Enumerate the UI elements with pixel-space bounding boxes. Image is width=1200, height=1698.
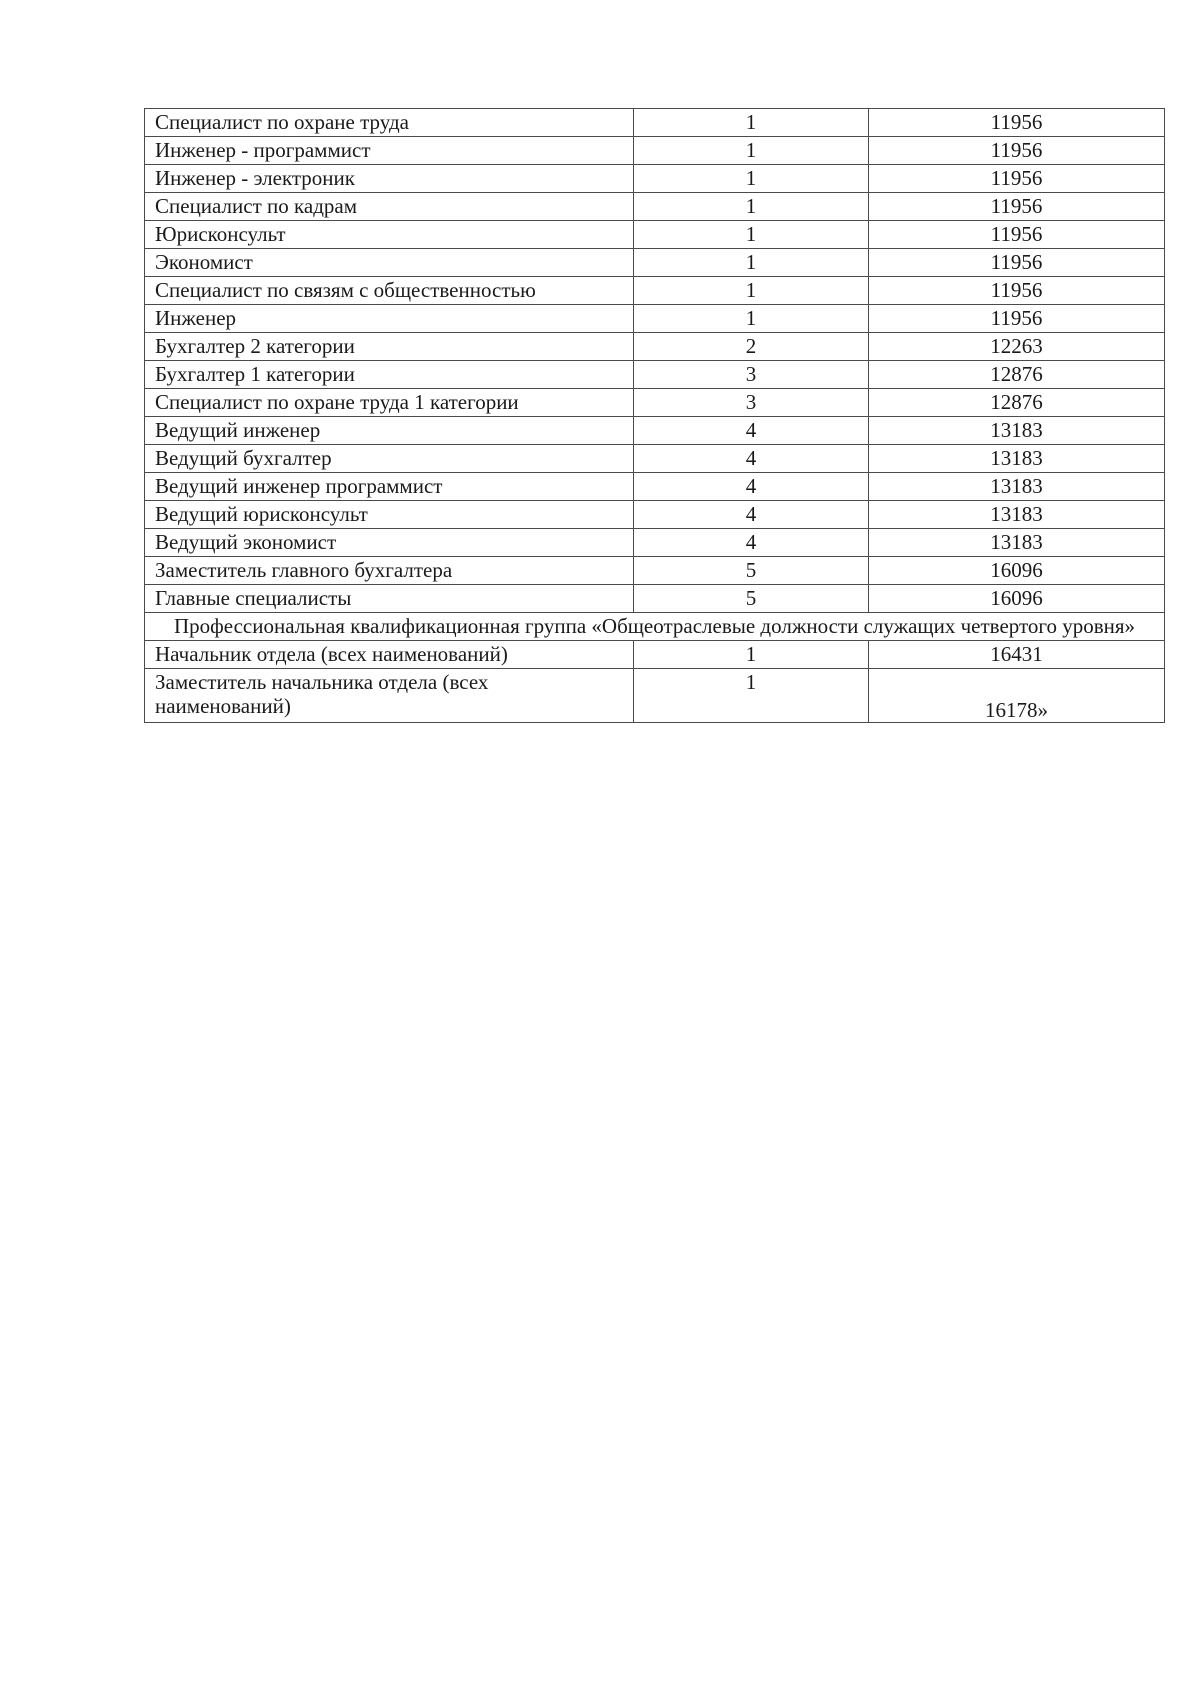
qualification-level-cell: 1 <box>634 137 869 165</box>
salary-cell: 11956 <box>869 277 1165 305</box>
qualification-level-cell: 3 <box>634 361 869 389</box>
position-name-cell: Специалист по охране труда <box>145 109 634 137</box>
qualification-level-cell: 4 <box>634 501 869 529</box>
salary-cell: 13183 <box>869 417 1165 445</box>
salary-cell: 16431 <box>869 641 1165 669</box>
table-row <box>145 641 1165 669</box>
salary-cell: 11956 <box>869 221 1165 249</box>
qualification-level-cell: 4 <box>634 529 869 557</box>
qualification-level-cell: 1 <box>634 641 869 669</box>
table-row <box>145 333 1165 361</box>
salary-cell: 16096 <box>869 585 1165 613</box>
salary-cell: 12876 <box>869 361 1165 389</box>
qualification-level-cell: 1 <box>634 249 869 277</box>
table-row <box>145 557 1165 585</box>
table-row <box>145 361 1165 389</box>
salary-cell: 16096 <box>869 557 1165 585</box>
table-row <box>145 473 1165 501</box>
table-row <box>145 669 1165 723</box>
position-name-cell: Бухгалтер 2 категории <box>145 333 634 361</box>
salary-cell: 13183 <box>869 473 1165 501</box>
position-name-cell: Специалист по связям с общественностью <box>145 277 634 305</box>
table-row <box>145 417 1165 445</box>
qualification-level-cell: 1 <box>634 165 869 193</box>
position-name-cell: Инженер - программист <box>145 137 634 165</box>
salary-cell: 11956 <box>869 165 1165 193</box>
position-name-cell: Ведущий юрисконсульт <box>145 501 634 529</box>
qualification-level-cell: 3 <box>634 389 869 417</box>
table-row <box>145 249 1165 277</box>
table-row <box>145 501 1165 529</box>
position-name-cell: Заместитель начальника отдела (всех наименований) <box>145 669 634 723</box>
position-name-cell: Главные специалисты <box>145 585 634 613</box>
qualification-level-cell: 4 <box>634 473 869 501</box>
position-name-cell: Начальник отдела (всех наименований) <box>145 641 634 669</box>
qualification-level-cell: 1 <box>634 277 869 305</box>
table-row <box>145 221 1165 249</box>
position-name-cell: Специалист по охране труда 1 категории <box>145 389 634 417</box>
table-row <box>145 277 1165 305</box>
table-row <box>145 305 1165 333</box>
table-row <box>145 529 1165 557</box>
table-row <box>145 137 1165 165</box>
position-name-cell: Инженер - электроник <box>145 165 634 193</box>
group-header-row <box>145 613 1165 641</box>
table-row <box>145 165 1165 193</box>
qualification-level-cell: 1 <box>634 305 869 333</box>
salary-cell: 16178» <box>869 669 1165 723</box>
qualification-level-cell: 4 <box>634 417 869 445</box>
salary-table-body <box>145 109 1165 723</box>
qualification-level-cell: 5 <box>634 557 869 585</box>
salary-cell: 11956 <box>869 109 1165 137</box>
salary-table <box>144 108 1165 723</box>
position-name-cell: Инженер <box>145 305 634 333</box>
table-row <box>145 389 1165 417</box>
salary-cell: 12263 <box>869 333 1165 361</box>
qualification-level-cell: 1 <box>634 193 869 221</box>
salary-cell: 11956 <box>869 249 1165 277</box>
salary-cell: 11956 <box>869 305 1165 333</box>
position-name-cell: Ведущий инженер <box>145 417 634 445</box>
position-name-cell: Экономист <box>145 249 634 277</box>
salary-cell: 13183 <box>869 501 1165 529</box>
qualification-level-cell: 2 <box>634 333 869 361</box>
qualification-level-cell: 1 <box>634 109 869 137</box>
position-name-cell: Юрисконсульт <box>145 221 634 249</box>
salary-cell: 11956 <box>869 193 1165 221</box>
qualification-level-cell: 4 <box>634 445 869 473</box>
position-name-cell: Заместитель главного бухгалтера <box>145 557 634 585</box>
qualification-level-cell: 5 <box>634 585 869 613</box>
table-row <box>145 109 1165 137</box>
salary-cell: 12876 <box>869 389 1165 417</box>
table-row <box>145 193 1165 221</box>
position-name-cell: Бухгалтер 1 категории <box>145 361 634 389</box>
position-name-cell: Ведущий бухгалтер <box>145 445 634 473</box>
position-name-cell: Специалист по кадрам <box>145 193 634 221</box>
table-row <box>145 585 1165 613</box>
position-name-cell: Ведущий экономист <box>145 529 634 557</box>
position-name-cell: Ведущий инженер программист <box>145 473 634 501</box>
qualification-level-cell: 1 <box>634 669 869 723</box>
qualification-level-cell: 1 <box>634 221 869 249</box>
salary-cell: 13183 <box>869 529 1165 557</box>
table-row <box>145 445 1165 473</box>
salary-cell: 13183 <box>869 445 1165 473</box>
document-page <box>144 108 1143 723</box>
salary-cell: 11956 <box>869 137 1165 165</box>
qualification-group-header: Профессиональная квалификационная группа «Общеотраслевые должности служащих четвертого уровня» <box>145 613 1165 641</box>
